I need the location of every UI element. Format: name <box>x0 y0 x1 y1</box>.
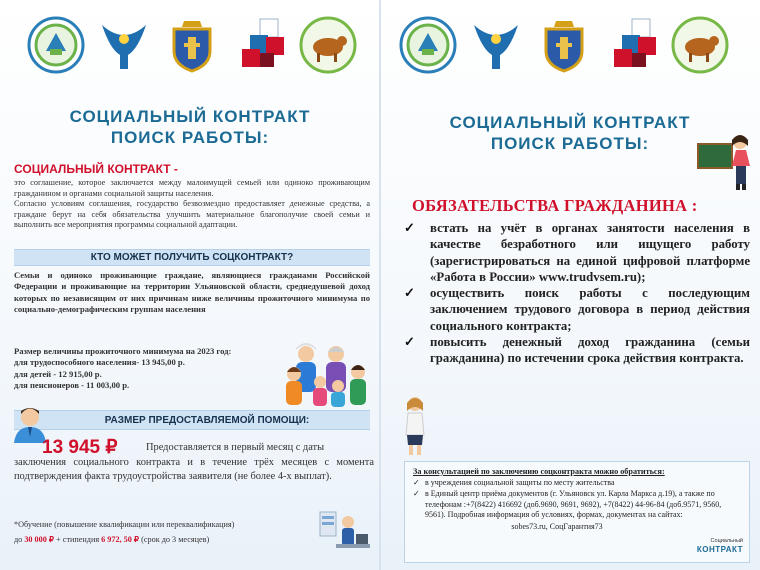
check-icon: ✓ <box>404 333 415 349</box>
ulyanovsk-coat-of-arms-icon <box>162 14 222 76</box>
subsistence-minimum <box>14 346 304 391</box>
duty-item: ✓ повысить денежный доход гражданина (семьи гражданина) по истечении срока действия контракта. <box>404 333 750 365</box>
right-title-line1: СОЦИАЛЬНЫЙ КОНТРАКТ <box>449 113 691 132</box>
duty-item: ✓ встать на учёт в органах занятости населения в качестве безработного или ищущего работу (зарегистрироваться на единой цифровой платформе «Работа в России» www.trudvsem.ru); <box>404 220 750 284</box>
blue-figure-logo-icon <box>466 14 526 76</box>
help-amount: 13 945 ₽ <box>42 437 118 458</box>
edu-line1: *Обучение (повышение квалификации или переквалификация) <box>14 520 235 529</box>
social-contract-brand: Социальный КОНТРАКТ <box>696 537 743 555</box>
social-protection-emblem-icon <box>398 14 458 76</box>
websites[interactable]: sobes73.ru, СоцГарантия73 <box>511 522 603 532</box>
left-title <box>20 106 360 149</box>
cube-logo-icon <box>602 14 662 76</box>
who-text: Семьи и одиноко проживающие граждане, являющиеся гражданами Российской Федерации и проживающие на территории Ульяновской области, среднедушевой доход которых по независящим от них причинам ниже величины прожиточного минимума по социально-демографическим группам населения <box>14 270 370 315</box>
definition-text: это соглашение, которое заключается между малоимущей семьей или одиноко проживающим гражданином и органами социальной защиты населения. Согласно условиям соглашения, государство безвозмездно предоставляет денежные средства, а граждане берут на себя обязательства улучшить материальное благополучие своей семьи и выполнить все мероприятия программы социальной адаптации. <box>14 178 370 229</box>
cube-logo-icon <box>230 14 290 76</box>
teacher-illustration-icon <box>696 132 754 192</box>
social-protection-emblem-icon <box>26 14 86 76</box>
cow-agriculture-icon <box>670 14 730 76</box>
cow-agriculture-icon <box>298 14 358 76</box>
min-children: для детей - 12 915,00 р. <box>14 368 102 379</box>
ulyanovsk-coat-of-arms-icon <box>534 14 594 76</box>
logo-row-right <box>398 14 730 76</box>
help-text-first-line: Предоставляется в первый месяц с даты <box>146 442 325 453</box>
definition-heading: СОЦИАЛЬНЫЙ КОНТРАКТ - <box>14 162 178 176</box>
logo-row-left <box>26 14 358 76</box>
right-title-line2: ПОИСК РАБОТЫ: <box>490 134 650 154</box>
min-pensioners: для пенсионеров - 11 003,00 р. <box>14 380 130 391</box>
woman-illustration-icon <box>400 395 430 457</box>
consult-list <box>413 478 741 521</box>
duty-item: ✓ осуществить поиск работы с последующим заключением трудового договора в период действия социального контракта; <box>404 285 750 333</box>
column-divider <box>379 0 381 570</box>
left-title-line2: ПОИСК РАБОТЫ: <box>110 128 270 148</box>
check-icon: ✓ <box>404 285 415 300</box>
left-title-line1: СОЦИАЛЬНЫЙ КОНТРАКТ <box>69 107 311 126</box>
family-illustration-icon <box>280 340 374 408</box>
help-heading: РАЗМЕР ПРЕДОСТАВЛЯЕМОЙ ПОМОЩИ: <box>14 410 370 430</box>
who-heading: КТО МОЖЕТ ПОЛУЧИТЬ СОЦКОНТРАКТ? <box>14 249 370 266</box>
help-text: заключения социального контракта и в течение трёх месяцев с момента подтверждения факта трудоустройства заявителя (не более 4-х выплат). <box>14 457 374 482</box>
check-icon: ✓ <box>404 220 415 235</box>
min-heading: Размер величины прожиточного минимума на 2023 год: <box>14 346 232 356</box>
education-note <box>14 517 314 547</box>
edu-line2: до 30 000 ₽ + стипендия 6 972, 50 ₽ (срок до 3 месяцев) <box>14 535 210 545</box>
check-icon: ✓ <box>413 478 420 488</box>
duties-list <box>398 220 750 366</box>
consult-item: ✓ в учреждения социальной защиты по месту жительства <box>413 478 615 488</box>
consult-item: ✓ в Единый центр приёма документов (г. Ульяновск ул. Карла Маркса д.19), а также по телефонам :+7(8422) 416692 (доб.9690, 9691, 9692), +7(8422) 44-96-84 (доб.9571, 9560, 9561). Подробная информация об условиях, формах, документах на сайтах: <box>413 488 722 520</box>
check-icon: ✓ <box>413 488 420 498</box>
office-worker-illustration-icon <box>316 508 372 560</box>
blue-figure-logo-icon <box>94 14 154 76</box>
obligations-heading: ОБЯЗАТЕЛЬСТВА ГРАЖДАНИНА : <box>412 196 698 215</box>
min-working: для трудоспособного населения- 13 945,00 р. <box>14 357 185 368</box>
consultation-box <box>404 461 750 563</box>
consult-heading: За консультацией по заключению соцконтракта можно обратиться: <box>413 467 665 476</box>
